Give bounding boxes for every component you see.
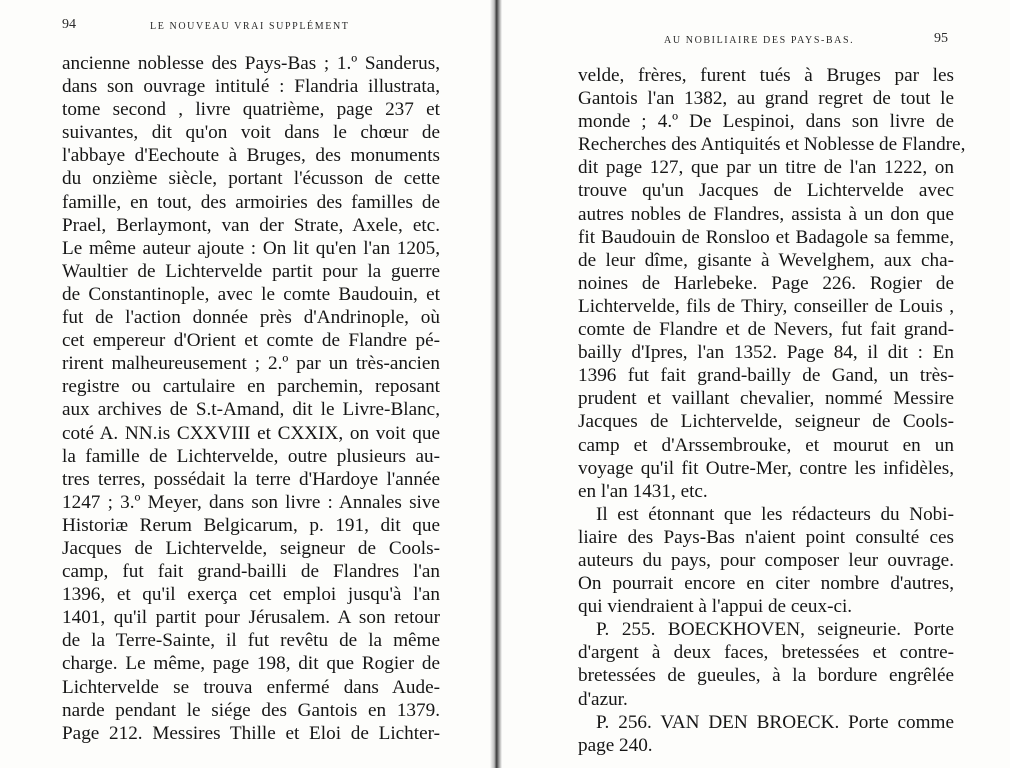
text-line: de leur dîme, gisante à Wevelghem, aux cha- — [578, 249, 954, 271]
text-line: cet empereur d'Orient et comte de Flandre pé- — [62, 330, 440, 352]
text-line: tres terres, possédait la terre d'Hardoye l'année — [62, 468, 440, 490]
book-gutter — [490, 0, 502, 768]
text-line: en l'an 1431, etc. — [578, 480, 708, 502]
text-line: bretessées de gueules, à la bordure engrêlée — [578, 665, 954, 687]
text-line: 1396, et qu'il exerça cet emploi jusqu'à l'an — [62, 584, 440, 606]
text-line: 1396 fut fait grand-bailly de Gand, un très- — [578, 365, 954, 387]
text-line: prudent et vaillant chevalier, nommé Messire — [578, 388, 954, 410]
text-line: l'abbaye d'Eechoute à Bruges, des monuments — [62, 145, 440, 167]
text-line: 1401, qu'il partit pour Jérusalem. A son retour — [62, 607, 440, 629]
text-line: d'argent à deux faces, bretessées et contre- — [578, 642, 954, 664]
text-line: dans son ouvrage intitulé : Flandria illustrata, — [62, 76, 440, 98]
text-line: fut de l'action donnée près d'Andrinople, où — [62, 307, 440, 329]
text-line: registre ou cartulaire en parchemin, reposant — [62, 376, 440, 398]
text-line: tome second , livre quatrième, page 237 et — [62, 99, 440, 121]
left-page — [0, 0, 490, 768]
text-line: fit Baudouin de Ronsloo et Badagole sa femme, — [578, 226, 954, 248]
text-line: trouve qu'un Jacques de Lichtervelde avec — [578, 180, 954, 202]
text-line: Waultier de Lichtervelde partit pour la guerre — [62, 260, 440, 282]
text-line: On pourrait encore en citer nombre d'autres, — [578, 573, 954, 595]
text-line: comte de Flandre et de Nevers, fut fait grand- — [578, 319, 954, 341]
left-page-text — [62, 52, 440, 745]
text-line: dit page 127, que par un titre de l'an 1222, on — [578, 157, 954, 179]
text-line: famille, en tout, des armoiries des familles de — [62, 191, 440, 213]
left-running-head: LE NOUVEAU VRAI SUPPLÉMENT — [150, 21, 350, 32]
text-line: P. 255. BOECKHOVEN, seigneurie. Porte — [596, 619, 954, 641]
text-line: 1247 ; 3.º Meyer, dans son livre : Annales sive — [62, 491, 440, 513]
text-line: coté A. NN.is CXXVIII et CXXIX, on voit que — [62, 422, 440, 444]
text-line: d'azur. — [578, 688, 628, 710]
text-line: Jacques de Lichtervelde, seigneur de Cools- — [62, 537, 440, 559]
text-line: page 240. — [578, 734, 653, 756]
text-line: Le même auteur ajoute : On lit qu'en l'an 1205, — [62, 237, 440, 259]
text-line: la famille de Lichtervelde, outre plusieurs au- — [62, 445, 440, 467]
text-line: Gantois l'an 1382, au grand regret de tout le — [578, 88, 954, 110]
right-page-text — [578, 64, 966, 757]
text-line: bailly d'Ipres, l'an 1352. Page 84, il dit : En — [578, 342, 954, 364]
text-line: camp, fut fait grand-bailli de Flandres l'an — [62, 561, 440, 583]
text-line: rirent malheureusement ; 2.º par un très-ancien — [62, 353, 440, 375]
text-line: auteurs du pays, pour composer leur ouvrage. — [578, 549, 954, 571]
text-line: Il est étonnant que les rédacteurs du Nobi- — [596, 503, 954, 525]
text-line: noines de Harlebeke. Page 226. Rogier de — [578, 272, 954, 294]
text-line: qui viendraient à l'appui de ceux-ci. — [578, 596, 853, 618]
text-line: Historiæ Rerum Belgicarum, p. 191, dit que — [62, 514, 440, 536]
text-line: Jacques de Lichtervelde, seigneur de Cools- — [578, 411, 954, 433]
text-line: Lichtervelde, fils de Thiry, conseiller de Louis , — [578, 295, 954, 317]
text-line: monde ; 4.º De Lespinoi, dans son livre de — [578, 111, 954, 133]
text-line: camp et d'Arssembrouke, et mourut en un — [578, 434, 954, 456]
text-line: P. 256. VAN DEN BROECK. Porte comme — [596, 711, 954, 733]
text-line: de la Terre-Sainte, il fut revêtu de la même — [62, 630, 440, 652]
text-line: liaire des Pays-Bas n'aient point consulté ces — [578, 526, 954, 548]
right-page — [502, 0, 1010, 768]
right-page-number: 95 — [934, 31, 948, 46]
left-page-number: 94 — [62, 17, 76, 32]
text-line: autres nobles de Flandres, assista à un don que — [578, 203, 954, 225]
text-line: aux archives de S.t-Amand, dit le Livre-Blanc, — [62, 399, 440, 421]
text-line: suivantes, dit qu'on voit dans le chœur de — [62, 122, 440, 144]
text-line: charge. Le même, page 198, dit que Rogier de — [62, 653, 440, 675]
text-line: Lichtervelde se trouva enfermé dans Aude- — [62, 676, 440, 698]
text-line: velde, frères, furent tués à Bruges par les — [578, 65, 954, 86]
text-line: voyage qu'il fit Outre-Mer, contre les infidèles, — [578, 457, 954, 479]
text-line: Page 212. Messires Thille et Eloi de Lichter- — [62, 722, 440, 744]
right-running-head: AU NOBILIAIRE DES PAYS-BAS. — [664, 35, 855, 46]
text-line: narde pendant le siége des Gantois en 1379. — [62, 699, 440, 721]
text-line: Prael, Berlaymont, van der Strate, Axele, etc. — [62, 214, 440, 236]
text-line: du onzième siècle, portant l'écusson de cette — [62, 168, 440, 190]
text-line: de Constantinople, avec le comte Baudouin, et — [62, 283, 440, 305]
text-line: Recherches des Antiquités et Noblesse de Flandre, — [578, 134, 966, 156]
text-line: ancienne noblesse des Pays-Bas ; 1.º Sanderus, — [62, 53, 440, 74]
